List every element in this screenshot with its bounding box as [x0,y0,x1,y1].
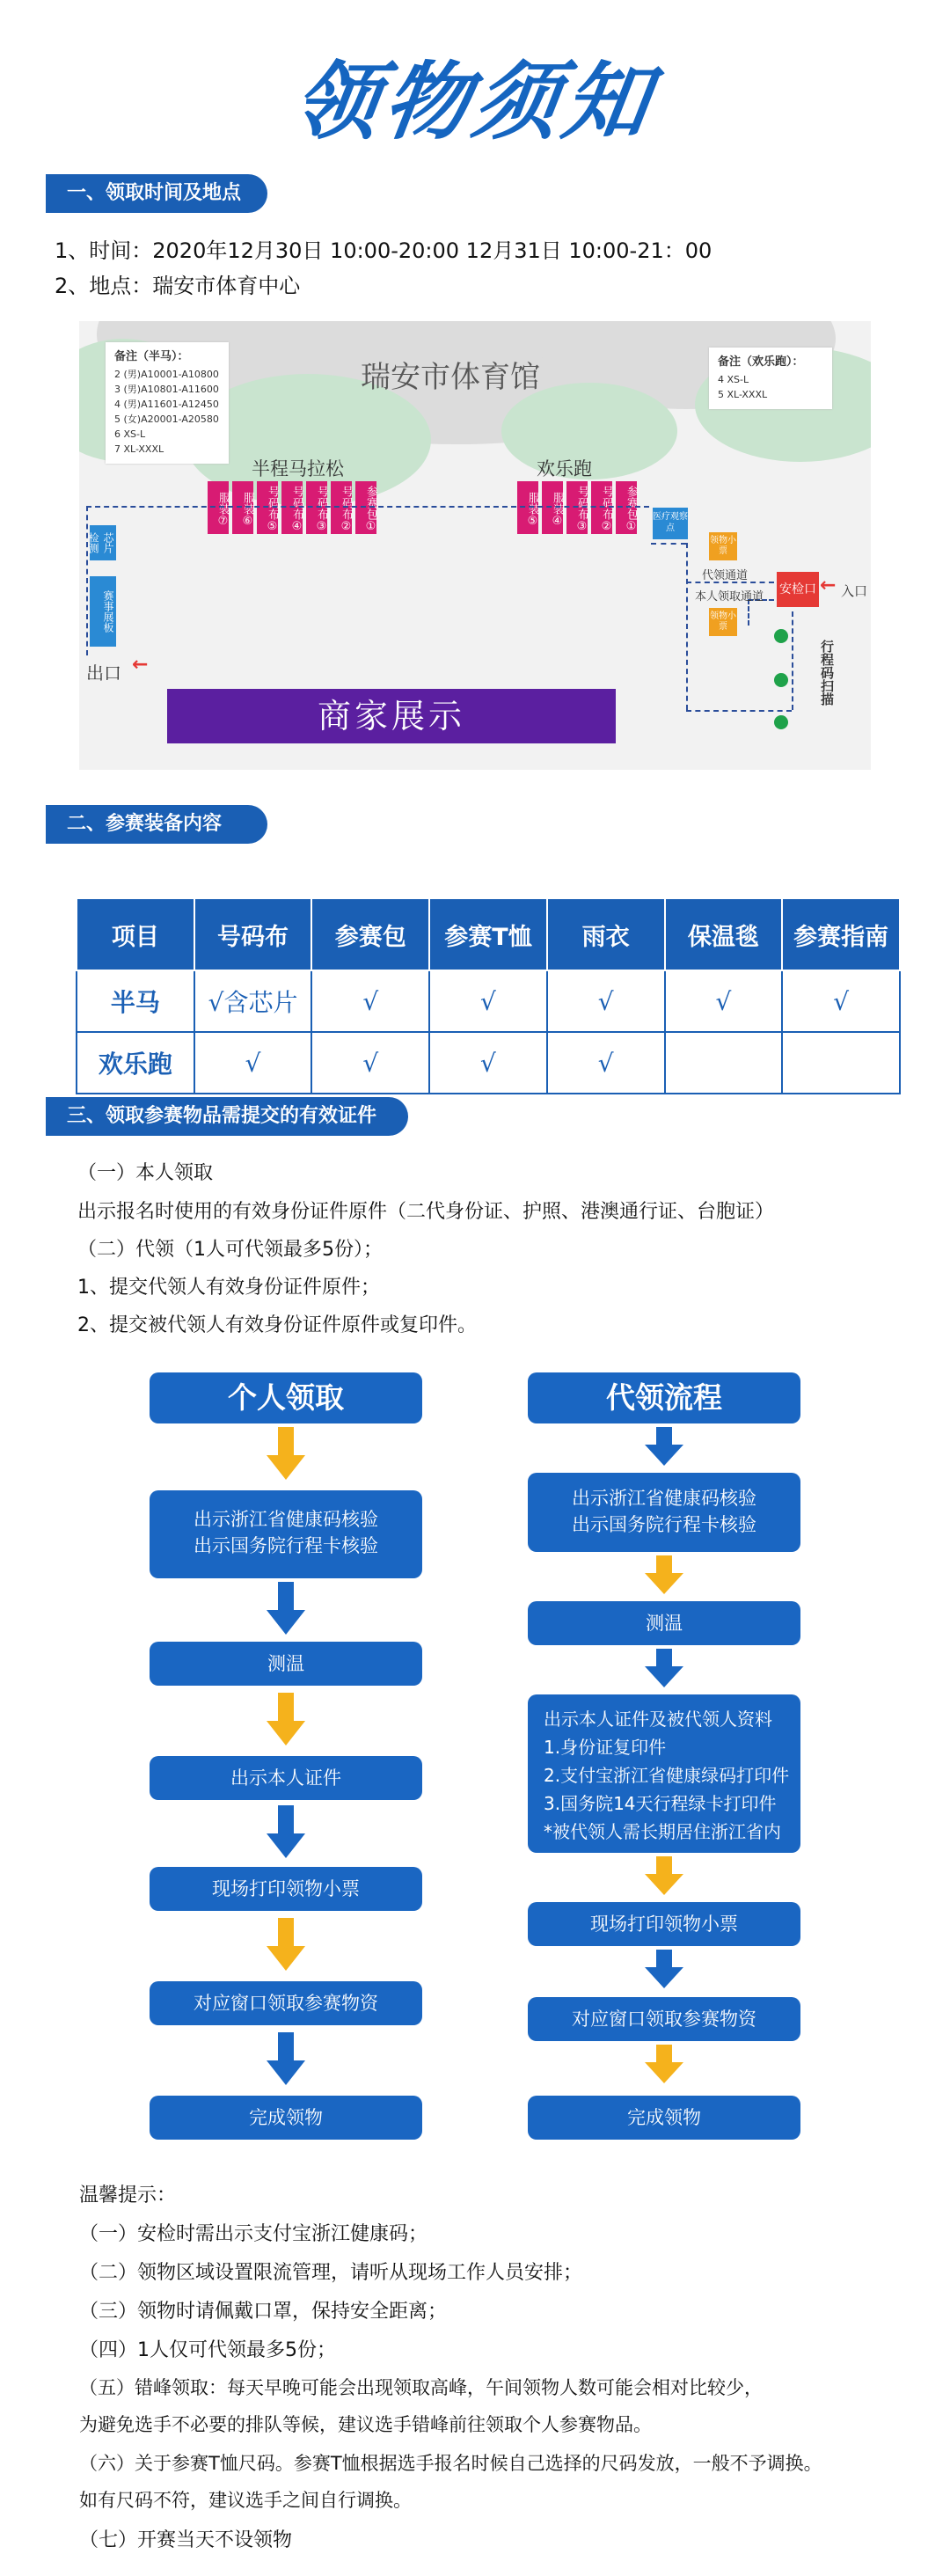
chip-check: 芯片检测 [90,525,116,560]
tip-line: （四）1人仅可代领最多5份； [79,2339,336,2361]
table-header: 项目 [77,898,194,970]
flow-proxy-step-3: 出示本人证件及被代领人资料 1.身份证复印件 2.支付宝浙江省健康绿码打印件 3.国务院14天行程绿卡打印件 *被代领人需长期居住浙江省内 [528,1694,800,1853]
note-fun: 备注（欢乐跑）： 4 XS-L 5 XL-XXXL [709,348,832,409]
tip-line: （六）关于参赛T恤尺码。参赛T恤根据选手报名时候自己选择的尺码发放，一般不予调换。 [79,2453,822,2474]
green-dot-icon [774,673,788,687]
entrance-arrow-icon: ← [820,574,837,596]
supply-bottom: 领物小票 [709,608,737,636]
table-header: 雨衣 [547,898,665,970]
venue-map [79,321,871,770]
table-row: 欢乐跑 √ √ √ √ [77,1032,900,1094]
proxy-lane: 代领通道 [702,569,749,582]
exit-label: 出口 [86,662,121,684]
green-dot-icon [774,629,788,643]
tip-line: 为避免选手不必要的排队等候，建议选手错峰前往领取个人参赛物品。 [79,2414,652,2435]
tip-line: （七）开赛当天不设领物 [79,2529,293,2551]
security-checkpoint: 安检口 [777,572,819,607]
section3-header: 三、领取参赛物品需提交的有效证件 [46,1097,408,1136]
flow-proxy-step-4: 现场打印领物小票 [528,1902,800,1946]
fun-booth-4: 服装④ [542,481,563,534]
green-dot-icon [774,715,788,729]
doc-line: 出示报名时使用的有效身份证件原件（二代身份证、护照、港澳通行证、台胞证） [77,1201,775,1223]
entrance-label: 入口 [841,583,868,599]
tips-title: 温馨提示： [79,2184,177,2206]
section2-header: 二、参赛装备内容 [46,805,267,844]
half-booth-4: 号码布④ [281,481,303,534]
flow-proxy-title: 代领流程 [528,1372,800,1423]
doc-line: （二）代领（1人可代领最多5份）； [77,1239,383,1261]
fun-booth-3: 号码布③ [566,481,588,534]
table-header: 参赛T恤 [429,898,547,970]
table-header: 号码布 [194,898,312,970]
half-booth-3: 号码布③ [306,481,327,534]
fun-zone-label: 欢乐跑 [537,458,592,479]
info-board: 赛事展板 [90,576,116,647]
half-booth-7: 服装⑦ [208,481,229,534]
qr-scan-label: 行程码扫描 [819,640,835,706]
flow-self-step-4: 现场打印领物小票 [150,1867,422,1911]
flow-self-step-6: 完成领物 [150,2096,422,2140]
table-header: 参赛包 [311,898,429,970]
self-lane: 本人领取通道 [695,590,764,604]
merchant-area: 商家展示 [167,689,616,743]
half-zone-label: 半程马拉松 [252,458,344,479]
half-booth-1: 参赛包① [355,481,376,534]
half-booth-6: 服装⑥ [232,481,253,534]
flow-self-step-2: 测温 [150,1642,422,1686]
half-booth-5: 号码布⑤ [257,481,278,534]
flow-proxy-step-1: 出示浙江省健康码核验 出示国务院行程卡核验 [528,1473,800,1552]
tip-line: （一）安检时需出示支付宝浙江健康码； [79,2223,428,2245]
flow-proxy-step-5: 对应窗口领取参赛物资 [528,1997,800,2041]
table-row: 半马 √含芯片 √ √ √ √ √ [77,970,900,1032]
medical-point: 医疗观察点 [653,508,688,539]
section1-header: 一、领取时间及地点 [46,174,267,213]
doc-line: （一）本人领取 [77,1162,214,1184]
flow-self-title: 个人领取 [150,1372,422,1423]
tip-line: （二）领物区域设置限流管理，请听从现场工作人员安排； [79,2262,583,2284]
flow-proxy-step-6: 完成领物 [528,2096,800,2140]
fun-booth-5: 服装⑤ [517,481,538,534]
note-half: 备注（半马）： 2 (男)A10001-A10800 3 (男)A10801-A11600 4 (男)A11601-A12450 5 (女)A20001-A20580 6 XS-L 7 XL-XXXL [106,342,229,464]
flow-self-step-5: 对应窗口领取参赛物资 [150,1981,422,2025]
tip-line: （五）错峰领取：每天早晚可能会出现领取高峰，午间领物人数可能会相对比较少， [79,2377,763,2398]
flow-self-step-1: 出示浙江省健康码核验 出示国务院行程卡核验 [150,1490,422,1578]
supply-top: 领物小票 [709,532,737,560]
fun-booth-1: 参赛包① [616,481,637,534]
half-booth-2: 号码布② [331,481,352,534]
table-header: 保温毯 [665,898,783,970]
pickup-place: 2、地点：瑞安市体育中心 [55,274,301,298]
fun-booth-2: 号码布② [591,481,612,534]
equipment-table [76,897,901,1094]
flow-proxy-step-2: 测温 [528,1601,800,1645]
doc-line: 1、提交代领人有效身份证件原件； [77,1277,380,1299]
pickup-time: 1、时间：2020年12月30日 10:00-20:00 12月31日 10:00-21：00 [55,238,712,263]
table-header: 参赛指南 [782,898,900,970]
tip-line: （三）领物时请佩戴口罩，保持安全距离； [79,2301,448,2323]
page-title: 领物须知 [288,53,661,151]
venue-name: 瑞安市体育馆 [361,360,540,395]
exit-arrow-icon: ← [132,654,149,676]
doc-line: 2、提交被代领人有效身份证件原件或复印件。 [77,1314,477,1336]
flow-self-step-3: 出示本人证件 [150,1756,422,1800]
tip-line: 如有尺码不符，建议选手之间自行调换。 [79,2490,412,2511]
